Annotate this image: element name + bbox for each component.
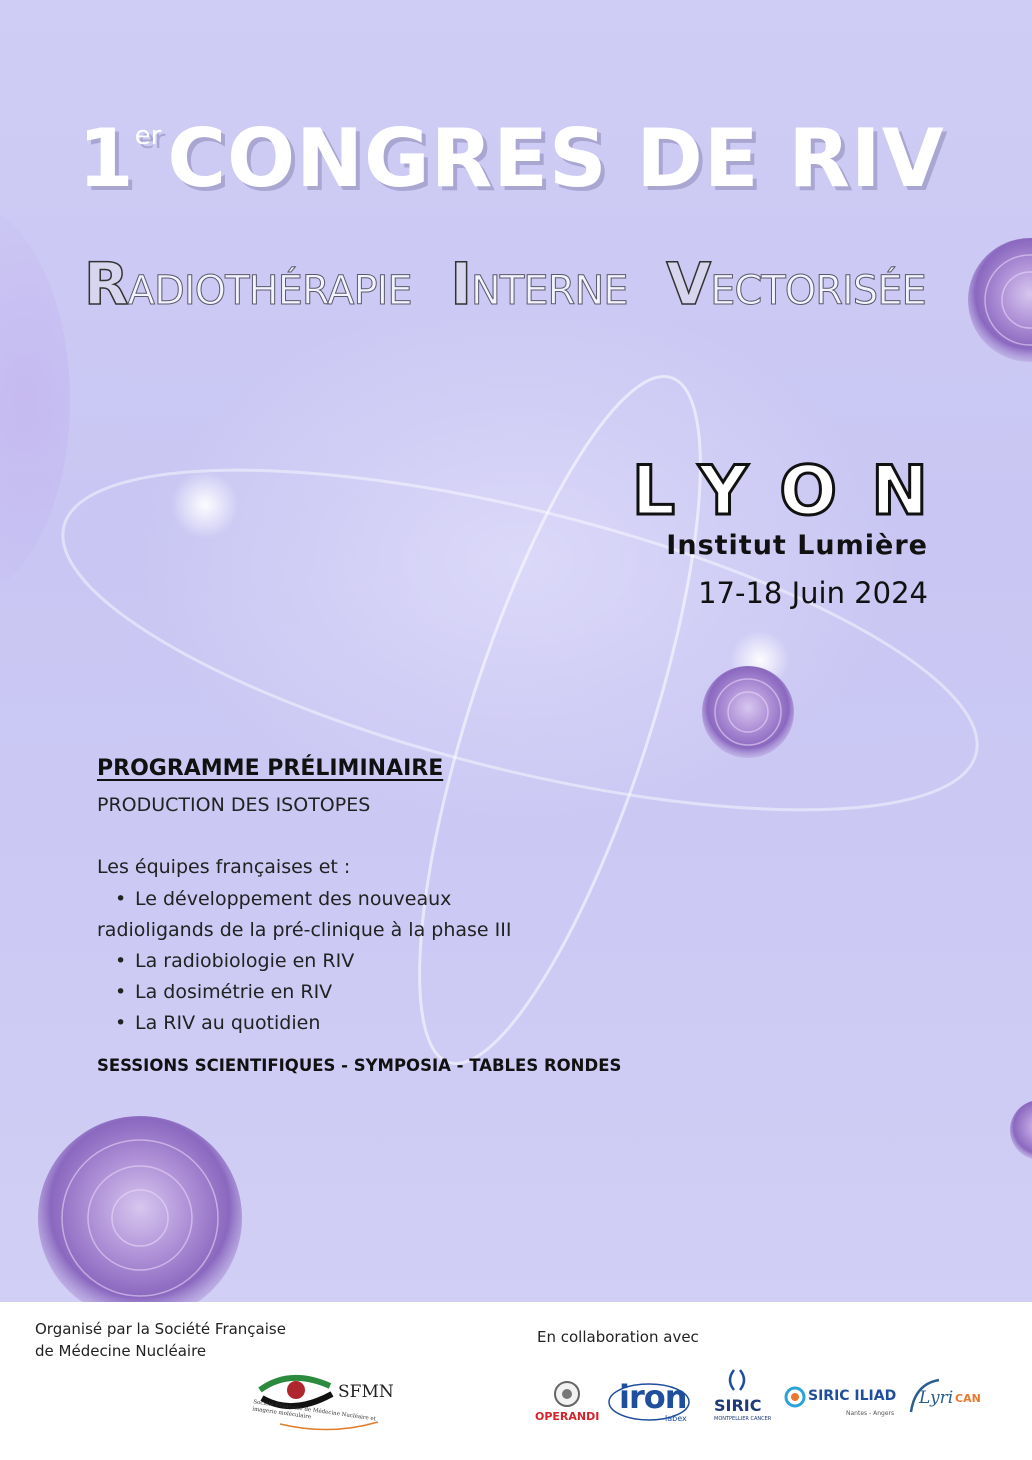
left-cell-shape [0, 200, 70, 600]
programme-topics-list [97, 884, 657, 1039]
collaboration-label: En collaboration avec [537, 1328, 699, 1346]
bullet-icon: • [115, 981, 127, 1003]
list-item: • La dosimétrie en RIV [97, 977, 657, 1008]
cell-top-right [968, 238, 1032, 362]
lyrican-logo [905, 1376, 990, 1420]
siric-iliad-emblem-icon [784, 1386, 806, 1408]
list-item: • La RIV au quotidien [97, 1008, 657, 1039]
title-number: 1 [78, 112, 135, 205]
sfmn-caption: Société Française de Médecine Nucléaire et imagerie moléculaire [251, 1399, 377, 1423]
lyrican-logo-text-b: CAN [955, 1392, 981, 1405]
siric-iliad-subtext: Nantes - Angers [846, 1410, 895, 1417]
bullet-icon: • [115, 888, 127, 910]
subtitle-word-vectorisee: VECTORISÉE [666, 250, 926, 318]
programme-intro: Les équipes françaises et : [97, 856, 351, 878]
event-venue: Institut Lumière [666, 530, 928, 561]
operandi-logo-text: OPERANDI [535, 1410, 600, 1423]
siric-montpellier-logo [708, 1366, 772, 1442]
footer [0, 1302, 1032, 1460]
iron-logo-subtext: labex [665, 1414, 687, 1423]
sessions-line: SESSIONS SCIENTIFIQUES - SYMPOSIA - TABLES RONDES [97, 1056, 622, 1075]
siric-iliad-logo-text: SIRIC ILIAD [808, 1388, 897, 1404]
congress-title [78, 112, 958, 205]
operandi-logo [533, 1380, 601, 1430]
title-superscript: er [134, 121, 162, 151]
siric-iliad-logo [784, 1386, 899, 1426]
siric-emblem-icon [708, 1366, 768, 1396]
event-city: LYON [631, 452, 962, 531]
cell-right-edge [1010, 1100, 1032, 1160]
sfmn-logo [250, 1364, 400, 1444]
list-item: • Le développement des nouveaux [97, 884, 657, 915]
sfmn-logo-text: SFMN [338, 1382, 394, 1402]
bullet-icon: • [115, 950, 127, 972]
bullet-icon: • [115, 1012, 127, 1034]
subtitle-word-interne: INTERNE [450, 250, 628, 318]
event-dates: 17-18 Juin 2024 [698, 576, 928, 610]
list-item: • La radiobiologie en RIV [97, 946, 657, 977]
organizer-text: Organisé par la Société Française de Médecine Nucléaire [35, 1320, 286, 1360]
iron-labex-logo [607, 1372, 697, 1432]
programme-title: PROGRAMME PRÉLIMINAIRE [97, 756, 444, 781]
list-item-continuation: radioligands de la pré-clinique à la phase III [97, 919, 512, 941]
glow-particle-1 [171, 471, 239, 539]
siric-logo-subtext: MONTPELLIER CANCER [714, 1416, 772, 1422]
iron-logo-text: iron [619, 1378, 687, 1416]
title-text: CONGRES DE RIV [167, 112, 945, 205]
congress-subtitle [84, 250, 964, 318]
subtitle-word-radiotherapie: RADIOTHÉRAPIE [84, 250, 412, 318]
lyrican-logo-text-a: Lyri [919, 1388, 954, 1408]
cell-bottom-left [38, 1116, 242, 1302]
siric-logo-text: SIRIC [714, 1396, 762, 1415]
programme-subtitle: PRODUCTION DES ISOTOPES [97, 794, 371, 816]
operandi-emblem-icon [533, 1380, 601, 1410]
cell-center [702, 666, 794, 758]
